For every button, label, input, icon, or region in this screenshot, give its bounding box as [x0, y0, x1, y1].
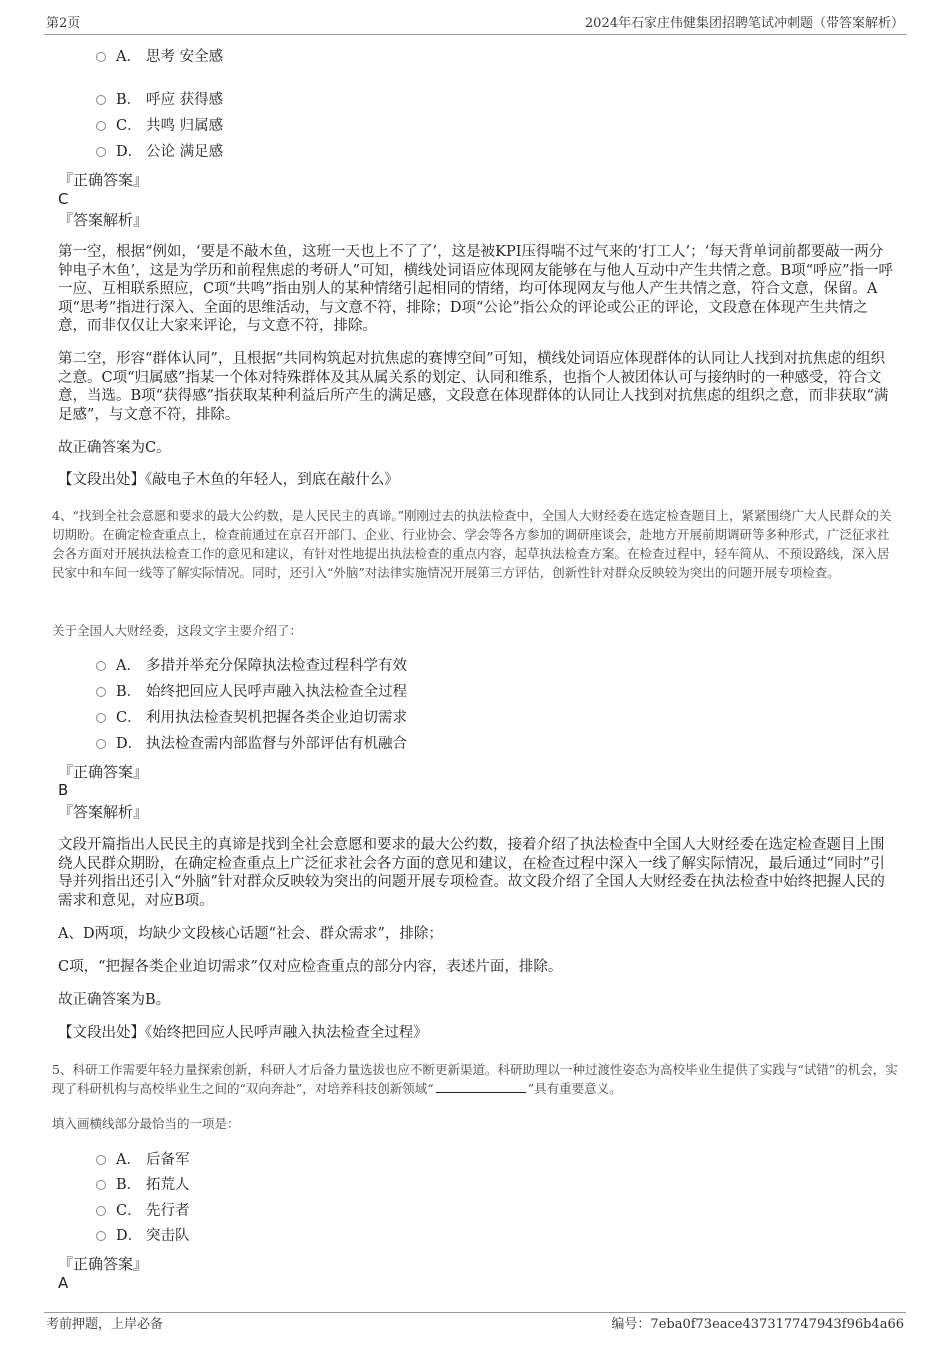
radio-icon[interactable] — [96, 661, 106, 671]
radio-icon[interactable] — [96, 147, 106, 157]
page-footer — [44, 1312, 906, 1335]
q3-conclusion: 故正确答案为C。 — [58, 440, 171, 456]
q5-prompt: 填入画横线部分最恰当的一项是： — [52, 1116, 240, 1131]
document-title: 2024年石家庄伟健集团招聘笔试冲刺题（带答案解析） — [584, 16, 904, 31]
radio-icon[interactable] — [96, 1206, 106, 1216]
q5-answer: A — [58, 1274, 69, 1292]
q5-option-c[interactable]: C． 先行者 — [96, 1202, 190, 1220]
page-header — [44, 14, 906, 35]
q3-option-a[interactable]: A． 思考 安全感 — [96, 48, 223, 66]
radio-icon[interactable] — [96, 1155, 106, 1165]
q4-option-a[interactable]: A． 多措并举充分保障执法检查过程科学有效 — [96, 657, 407, 675]
radio-icon[interactable] — [96, 1180, 106, 1190]
q4-analysis-paragraph-1: 文段开篇指出人民民主的真谛是找到全社会意愿和要求的最大公约数，接着介绍了执法检查中全国人大财经委在选定检查题目上围绕人民群众期盼，在确定检查重点上广泛征求社会各方面的意见和建议，在检查过程中深入一线了解实际情况，最后通过“同时”引导并列指出还引入“外脑”针对群众反映较为突出的问题开展专项检查。故文段介绍了全国人大财经委在执法检查中始终把握人民的需求和意见，对应B项。 — [58, 837, 885, 909]
q4-prompt: 关于全国人大财经委，这段文字主要介绍了： — [52, 623, 303, 638]
q3-analysis-label: 『答案解析』 — [58, 211, 149, 229]
footer-slogan: 考前押题，上岸必备 — [46, 1317, 164, 1332]
q5-stem: 5、科研工作需要年轻力量探索创新，科研人才后备力量选拔也应不断更新渠道。科研助理以一种过渡性姿态为高校毕业生提供了实践与“试错”的机会，实现了科研机构与高校毕业生之间的“双向奔赴”，对培养科技创新领域“ ”具有重要意义。 — [52, 1062, 898, 1096]
q3-answer: C — [58, 190, 69, 208]
radio-icon[interactable] — [96, 713, 106, 723]
q3-option-b[interactable]: B． 呼应 获得感 — [96, 91, 223, 109]
q4-analysis-paragraph-2: A、D两项，均缺少文段核心话题“社会、群众需求”，排除； — [58, 926, 443, 942]
q5-option-d[interactable]: D． 突击队 — [96, 1227, 190, 1245]
q5-answer-label: 『正确答案』 — [58, 1255, 149, 1273]
q4-option-d[interactable]: D． 执法检查需内部监督与外部评估有机融合 — [96, 735, 407, 753]
q4-answer: B — [58, 781, 69, 799]
radio-icon[interactable] — [96, 52, 106, 62]
q4-stem: 4、“找到全社会意愿和要求的最大公约数，是人民民主的真谛。”刚刚过去的执法检查中，全国人大财经委在选定检查题目上，紧紧围绕广大人民群众的关切期盼。在确定检查重点上，检查前通过在京召开部门、企业、行业协会、学会等各方参加的调研座谈会，赴地方开展前期调研等多种形式，广泛征求社会各方面对开展执法检查工作的意见和建议，有针对性地提出执法检查的重点内容，起草执法检查方案。在检查过程中，轻车简从、不预设路线，深入居民家中和车间一线等了解实际情况。同时，还引入“外脑”对法律实施情况开展第三方评估，创新性针对群众反映较为突出的问题开展专项检查。 — [52, 508, 892, 580]
radio-icon[interactable] — [96, 121, 106, 131]
q3-option-d[interactable]: D． 公论 满足感 — [96, 143, 223, 161]
radio-icon[interactable] — [96, 95, 106, 105]
q3-answer-label: 『正确答案』 — [58, 171, 149, 189]
document-code: 编号：7eba0f73eace437317747943f96b4a66 — [611, 1317, 904, 1332]
q3-source: 【文段出处】《敲电子木鱼的年轻人，到底在敲什么》 — [58, 472, 399, 488]
radio-icon[interactable] — [96, 1231, 106, 1241]
q4-analysis-paragraph-3: C项，“把握各类企业迫切需求”仅对应检查重点的部分内容，表述片面，排除。 — [58, 959, 563, 975]
q4-answer-label: 『正确答案』 — [58, 763, 149, 781]
radio-icon[interactable] — [96, 687, 106, 697]
q3-analysis-paragraph-1: 第一空，根据“例如，‘要是不敲木鱼，这班一天也上不了了’，这是被KPI压得喘不过气来的‘打工人’；‘每天背单词前都要敲一两分钟电子木鱼’，这是为学历和前程焦虑的考研人”可知，横线处词语应体现网友能够在与他人互动中产生共情之意。B项“呼应”指一呼一应、互相联系照应，C项“共鸣”指由别人的某种情绪引起相同的情绪，均可体现网友与他人产生共情之意，符合文意，保留。A项“思考”指进行深入、全面的思维活动，与文意不符，排除；D项“公论”指公众的评论或公正的评论，文段意在体现产生共情之意，而非仅仅让大家来评论，与文意不符，排除。 — [58, 244, 893, 334]
q4-option-c[interactable]: C． 利用执法检查契机把握各类企业迫切需求 — [96, 709, 407, 727]
radio-icon[interactable] — [96, 739, 106, 749]
q5-option-a[interactable]: A． 后备军 — [96, 1151, 190, 1169]
page-number: 第2页 — [46, 16, 81, 31]
q4-source: 【文段出处】《始终把回应人民呼声融入执法检查全过程》 — [58, 1025, 428, 1041]
q4-conclusion: 故正确答案为B。 — [58, 992, 171, 1008]
q3-option-c[interactable]: C． 共鸣 归属感 — [96, 117, 223, 135]
q3-analysis-paragraph-2: 第二空，形容“群体认同”，且根据“共同构筑起对抗焦虑的赛博空间”可知，横线处词语应体现群体的认同让人找到对抗焦虑的组织之意。C项“归属感”指某一个体对特殊群体及其从属关系的划定、认同和维系，也指个人被团体认可与接纳时的一种感受，符合文意，当选。B项“获得感”指获取某种利益后所产生的满足感，文段意在体现群体的认同让人找到对抗焦虑的组织之意，而非获取“满足感”，与文意不符，排除。 — [58, 351, 889, 423]
q4-option-b[interactable]: B． 始终把回应人民呼声融入执法检查全过程 — [96, 683, 407, 701]
q4-analysis-label: 『答案解析』 — [58, 803, 149, 821]
fill-blank — [436, 1080, 526, 1093]
q5-option-b[interactable]: B． 拓荒人 — [96, 1176, 190, 1194]
